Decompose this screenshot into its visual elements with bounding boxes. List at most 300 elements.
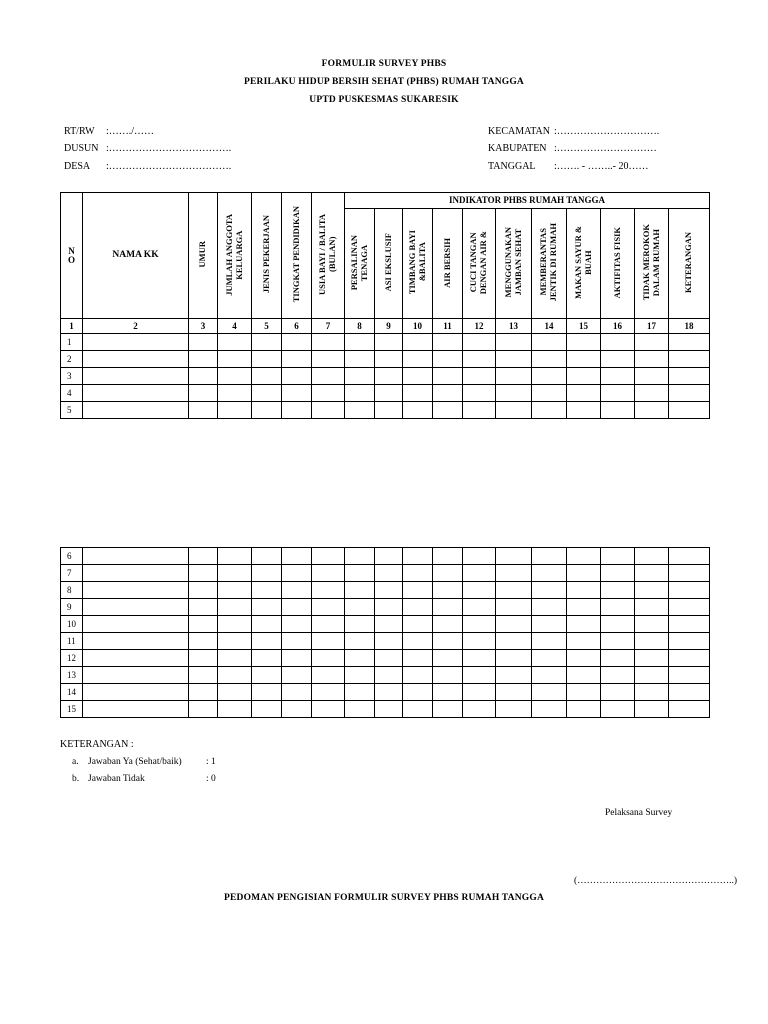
table-cell[interactable] (532, 548, 567, 565)
table-cell[interactable] (375, 667, 403, 684)
table-cell[interactable] (252, 684, 282, 701)
table-cell[interactable] (189, 650, 218, 667)
table-cell[interactable] (345, 701, 375, 718)
table-cell[interactable] (189, 599, 218, 616)
meta-kabupaten (488, 143, 657, 154)
table-cell[interactable] (635, 385, 669, 402)
table-cell[interactable] (83, 633, 189, 650)
row-number: 9 (61, 599, 83, 616)
table-cell[interactable] (669, 385, 710, 402)
table-cell[interactable] (218, 599, 252, 616)
table-cell[interactable] (403, 385, 433, 402)
table-cell[interactable] (669, 402, 710, 419)
table-cell[interactable] (345, 684, 375, 701)
table-cell[interactable] (252, 633, 282, 650)
table-cell[interactable] (218, 385, 252, 402)
table-cell[interactable] (635, 368, 669, 385)
column-number: 6 (282, 319, 312, 334)
table-cell[interactable] (282, 701, 312, 718)
table-cell[interactable] (433, 368, 463, 385)
table-cell[interactable] (433, 633, 463, 650)
column-number: 14 (532, 319, 567, 334)
table-cell[interactable] (345, 548, 375, 565)
table-cell[interactable] (375, 385, 403, 402)
table-cell[interactable] (312, 650, 345, 667)
header-col-12-label: CUCI TANGAN DENGAN AIR & (468, 230, 488, 295)
table-cell[interactable] (532, 402, 567, 419)
table-cell[interactable] (312, 351, 345, 368)
table-cell[interactable] (218, 633, 252, 650)
table-cell[interactable] (345, 599, 375, 616)
table-cell[interactable] (567, 667, 601, 684)
table-cell[interactable] (218, 402, 252, 419)
table-cell[interactable] (567, 385, 601, 402)
meta-desa-label: DESA (64, 161, 91, 172)
table-cell[interactable] (252, 368, 282, 385)
table-cell[interactable] (433, 385, 463, 402)
row-number: 10 (61, 616, 83, 633)
table-cell[interactable] (282, 565, 312, 582)
table-cell[interactable] (282, 582, 312, 599)
table-cell[interactable] (218, 334, 252, 351)
table-cell[interactable] (433, 351, 463, 368)
table-cell[interactable] (189, 351, 218, 368)
table-cell[interactable] (375, 701, 403, 718)
table-cell[interactable] (601, 351, 635, 368)
table-cell[interactable] (601, 582, 635, 599)
table-cell[interactable] (567, 548, 601, 565)
table-cell[interactable] (496, 565, 532, 582)
table-cell[interactable] (463, 684, 496, 701)
table-cell[interactable] (312, 616, 345, 633)
table-cell[interactable] (403, 599, 433, 616)
keterangan-value: : 1 (206, 757, 216, 767)
header-col-14 (532, 209, 567, 319)
table-cell[interactable] (463, 402, 496, 419)
meta-tanggal (488, 161, 649, 172)
table-cell[interactable] (252, 385, 282, 402)
table-cell[interactable] (403, 548, 433, 565)
table-cell[interactable] (375, 334, 403, 351)
table-cell[interactable] (601, 334, 635, 351)
table-cell[interactable] (83, 599, 189, 616)
table-cell[interactable] (403, 667, 433, 684)
table-cell[interactable] (463, 385, 496, 402)
table-cell[interactable] (463, 548, 496, 565)
table-cell[interactable] (375, 548, 403, 565)
table-cell[interactable] (496, 633, 532, 650)
table-cell[interactable] (496, 548, 532, 565)
table-cell[interactable] (635, 582, 669, 599)
table-cell[interactable] (83, 548, 189, 565)
meta-desa-value[interactable]: :………………………………. (106, 161, 232, 172)
header-col-10 (403, 209, 433, 319)
table-cell[interactable] (532, 351, 567, 368)
table-cell[interactable] (83, 684, 189, 701)
table-cell[interactable] (189, 565, 218, 582)
table-cell[interactable] (252, 565, 282, 582)
table-row (61, 368, 710, 385)
table-cell[interactable] (463, 334, 496, 351)
table-cell[interactable] (635, 599, 669, 616)
table-cell[interactable] (83, 582, 189, 599)
table-cell[interactable] (532, 385, 567, 402)
table-cell[interactable] (601, 650, 635, 667)
table-cell[interactable] (669, 633, 710, 650)
meta-kecamatan (488, 126, 660, 137)
table-cell[interactable] (669, 351, 710, 368)
table-cell[interactable] (567, 616, 601, 633)
table-cell[interactable] (282, 599, 312, 616)
table-cell[interactable] (403, 684, 433, 701)
table-cell[interactable] (312, 582, 345, 599)
row-number: 3 (61, 368, 83, 385)
header-col-15-label: MAKAN SAYUR & BUAH (572, 226, 593, 299)
table-cell[interactable] (567, 334, 601, 351)
table-cell[interactable] (252, 650, 282, 667)
table-cell[interactable] (83, 667, 189, 684)
table-cell[interactable] (635, 351, 669, 368)
table-cell[interactable] (312, 701, 345, 718)
table-cell[interactable] (312, 667, 345, 684)
table-cell[interactable] (345, 616, 375, 633)
table-cell[interactable] (669, 701, 710, 718)
table-cell[interactable] (83, 334, 189, 351)
row-number: 15 (61, 701, 83, 718)
table-cell[interactable] (601, 368, 635, 385)
column-number: 13 (496, 319, 532, 334)
meta-dusun-label: DUSUN (64, 143, 99, 154)
table-row (61, 599, 710, 616)
header-col-17 (635, 209, 669, 319)
header-col-17-label: TIDAK MEROKOK DALAM RUMAH (640, 224, 661, 301)
table-row (61, 402, 710, 419)
column-number: 12 (463, 319, 496, 334)
table-cell[interactable] (669, 650, 710, 667)
table-cell[interactable] (282, 368, 312, 385)
table-cell[interactable] (433, 667, 463, 684)
table-cell[interactable] (532, 368, 567, 385)
meta-rtrw-value[interactable]: :……./…… (106, 126, 155, 137)
table-cell[interactable] (83, 650, 189, 667)
table-cell[interactable] (567, 402, 601, 419)
table-cell[interactable] (532, 582, 567, 599)
table-cell[interactable] (567, 351, 601, 368)
table-cell[interactable] (403, 334, 433, 351)
table-cell[interactable] (189, 667, 218, 684)
table-cell[interactable] (463, 565, 496, 582)
table-cell[interactable] (189, 385, 218, 402)
table-cell[interactable] (635, 616, 669, 633)
keterangan-marker: b. (72, 774, 80, 784)
table-cell[interactable] (463, 701, 496, 718)
table-cell[interactable] (433, 565, 463, 582)
table-cell[interactable] (282, 334, 312, 351)
table-cell[interactable] (403, 368, 433, 385)
table-cell[interactable] (375, 582, 403, 599)
table-cell[interactable] (312, 368, 345, 385)
table-cell[interactable] (601, 633, 635, 650)
table-cell[interactable] (312, 684, 345, 701)
table-cell[interactable] (601, 385, 635, 402)
table-cell[interactable] (282, 650, 312, 667)
signature-line[interactable]: (…………………………………………..) (574, 876, 738, 886)
table-cell[interactable] (601, 684, 635, 701)
table-cell[interactable] (218, 616, 252, 633)
table-cell[interactable] (345, 633, 375, 650)
table-cell[interactable] (252, 616, 282, 633)
table-cell[interactable] (403, 650, 433, 667)
table-cell[interactable] (345, 334, 375, 351)
table-cell[interactable] (189, 402, 218, 419)
column-number: 4 (218, 319, 252, 334)
table-cell[interactable] (463, 667, 496, 684)
row-number: 6 (61, 548, 83, 565)
table-cell[interactable] (635, 684, 669, 701)
table-cell[interactable] (532, 616, 567, 633)
meta-tanggal-value[interactable]: :……. - ……..- 20…… (554, 161, 649, 172)
table-cell[interactable] (345, 650, 375, 667)
table-cell[interactable] (218, 650, 252, 667)
table-cell[interactable] (463, 616, 496, 633)
table-cell[interactable] (312, 633, 345, 650)
table-cell[interactable] (433, 334, 463, 351)
table-cell[interactable] (567, 701, 601, 718)
table-cell[interactable] (282, 616, 312, 633)
table-cell[interactable] (218, 684, 252, 701)
table-cell[interactable] (669, 565, 710, 582)
table-cell[interactable] (282, 351, 312, 368)
table-cell[interactable] (189, 616, 218, 633)
table-cell[interactable] (532, 701, 567, 718)
table-cell[interactable] (669, 616, 710, 633)
table-cell[interactable] (532, 667, 567, 684)
table-cell[interactable] (218, 667, 252, 684)
table-cell[interactable] (463, 368, 496, 385)
table-cell[interactable] (375, 616, 403, 633)
table-cell[interactable] (312, 402, 345, 419)
table-cell[interactable] (433, 701, 463, 718)
table-cell[interactable] (433, 402, 463, 419)
table-cell[interactable] (218, 368, 252, 385)
table-cell[interactable] (601, 599, 635, 616)
header-col-13 (496, 209, 532, 319)
table-cell[interactable] (189, 684, 218, 701)
column-number: 18 (669, 319, 710, 334)
table-cell[interactable] (567, 565, 601, 582)
table-cell[interactable] (532, 633, 567, 650)
table-cell[interactable] (601, 565, 635, 582)
table-cell[interactable] (635, 701, 669, 718)
table-cell[interactable] (345, 385, 375, 402)
table-cell[interactable] (312, 548, 345, 565)
table-cell[interactable] (189, 701, 218, 718)
table-cell[interactable] (532, 650, 567, 667)
meta-kecamatan-value[interactable]: :…………………………. (554, 126, 660, 137)
table-cell[interactable] (669, 667, 710, 684)
table-cell[interactable] (567, 650, 601, 667)
table-cell[interactable] (403, 582, 433, 599)
table-cell[interactable] (189, 334, 218, 351)
header-no (61, 193, 83, 319)
table-cell[interactable] (669, 684, 710, 701)
table-cell[interactable] (403, 351, 433, 368)
table-cell[interactable] (567, 633, 601, 650)
table-cell[interactable] (567, 599, 601, 616)
table-cell[interactable] (669, 548, 710, 565)
table-cell[interactable] (601, 616, 635, 633)
table-cell[interactable] (496, 599, 532, 616)
table-cell[interactable] (496, 684, 532, 701)
table-cell[interactable] (496, 402, 532, 419)
table-cell[interactable] (252, 582, 282, 599)
table-cell[interactable] (496, 351, 532, 368)
meta-dusun-value[interactable]: :………………………………. (106, 143, 232, 154)
table-cell[interactable] (282, 633, 312, 650)
table-cell[interactable] (375, 351, 403, 368)
table-cell[interactable] (252, 548, 282, 565)
table-cell[interactable] (403, 565, 433, 582)
table-cell[interactable] (567, 684, 601, 701)
table-cell[interactable] (218, 351, 252, 368)
table-cell[interactable] (218, 548, 252, 565)
table-cell[interactable] (496, 667, 532, 684)
table-cell[interactable] (635, 334, 669, 351)
meta-kabupaten-value[interactable]: :………………………… (554, 143, 657, 154)
table-cell[interactable] (312, 385, 345, 402)
table-cell[interactable] (403, 402, 433, 419)
table-cell[interactable] (252, 599, 282, 616)
table-row (61, 385, 710, 402)
table-cell[interactable] (601, 548, 635, 565)
table-cell[interactable] (463, 599, 496, 616)
table-cell[interactable] (345, 368, 375, 385)
table-cell[interactable] (83, 385, 189, 402)
table-cell[interactable] (567, 368, 601, 385)
table-cell[interactable] (345, 565, 375, 582)
table-cell[interactable] (375, 650, 403, 667)
meta-kabupaten-label: KABUPATEN (488, 143, 547, 154)
table-cell[interactable] (282, 402, 312, 419)
table-cell[interactable] (282, 684, 312, 701)
table-cell[interactable] (218, 582, 252, 599)
table-cell[interactable] (375, 599, 403, 616)
table-cell[interactable] (83, 368, 189, 385)
header-col-14-label: MEMBERANTAS JENTIK DI RUMAH (538, 223, 558, 302)
row-number: 7 (61, 565, 83, 582)
table-cell[interactable] (669, 599, 710, 616)
table-cell[interactable] (433, 650, 463, 667)
table-cell[interactable] (83, 565, 189, 582)
table-cell[interactable] (375, 368, 403, 385)
table-cell[interactable] (532, 599, 567, 616)
table-cell[interactable] (282, 548, 312, 565)
table-cell[interactable] (463, 650, 496, 667)
table-cell[interactable] (433, 548, 463, 565)
table-cell[interactable] (463, 633, 496, 650)
table-cell[interactable] (635, 667, 669, 684)
table-cell[interactable] (496, 701, 532, 718)
table-cell[interactable] (532, 334, 567, 351)
table-cell[interactable] (345, 351, 375, 368)
table-cell[interactable] (252, 351, 282, 368)
table-cell[interactable] (433, 599, 463, 616)
table-cell[interactable] (635, 633, 669, 650)
table-cell[interactable] (252, 334, 282, 351)
table-cell[interactable] (83, 701, 189, 718)
table-cell[interactable] (345, 402, 375, 419)
table-cell[interactable] (532, 684, 567, 701)
table-cell[interactable] (375, 684, 403, 701)
column-number: 8 (345, 319, 375, 334)
meta-desa (64, 161, 232, 172)
table-cell[interactable] (635, 402, 669, 419)
table-cell[interactable] (252, 667, 282, 684)
table-cell[interactable] (496, 650, 532, 667)
table-cell[interactable] (635, 548, 669, 565)
table-cell[interactable] (532, 565, 567, 582)
table-cell[interactable] (218, 565, 252, 582)
table-cell[interactable] (669, 368, 710, 385)
table-cell[interactable] (433, 582, 463, 599)
table-cell[interactable] (345, 582, 375, 599)
table-cell[interactable] (669, 334, 710, 351)
table-cell[interactable] (433, 616, 463, 633)
table-cell[interactable] (252, 701, 282, 718)
header-col-11-label: AIR BERSIH (441, 237, 452, 288)
table-cell[interactable] (496, 616, 532, 633)
table-cell[interactable] (282, 667, 312, 684)
table-cell[interactable] (189, 548, 218, 565)
table-cell[interactable] (375, 565, 403, 582)
table-cell[interactable] (375, 402, 403, 419)
table-cell[interactable] (601, 667, 635, 684)
table-cell[interactable] (312, 565, 345, 582)
table-cell[interactable] (218, 701, 252, 718)
table-cell[interactable] (403, 616, 433, 633)
table-cell[interactable] (496, 385, 532, 402)
table-cell[interactable] (375, 633, 403, 650)
table-cell[interactable] (496, 334, 532, 351)
table-cell[interactable] (567, 582, 601, 599)
table-cell[interactable] (496, 368, 532, 385)
table-cell[interactable] (496, 582, 532, 599)
table-cell[interactable] (189, 368, 218, 385)
table-cell[interactable] (635, 565, 669, 582)
table-cell[interactable] (83, 351, 189, 368)
table-cell[interactable] (403, 701, 433, 718)
table-cell[interactable] (463, 582, 496, 599)
table-cell[interactable] (312, 599, 345, 616)
table-cell[interactable] (345, 667, 375, 684)
table-cell[interactable] (669, 582, 710, 599)
table-cell[interactable] (189, 582, 218, 599)
table-cell[interactable] (83, 616, 189, 633)
table-cell[interactable] (403, 633, 433, 650)
table-cell[interactable] (252, 402, 282, 419)
table-cell[interactable] (282, 385, 312, 402)
table-cell[interactable] (601, 701, 635, 718)
table-cell[interactable] (433, 684, 463, 701)
table-cell[interactable] (601, 402, 635, 419)
table-cell[interactable] (463, 351, 496, 368)
header-col-11 (433, 209, 463, 319)
table-cell[interactable] (83, 402, 189, 419)
table-cell[interactable] (312, 334, 345, 351)
table-cell[interactable] (189, 633, 218, 650)
table-cell[interactable] (635, 650, 669, 667)
column-number: 7 (312, 319, 345, 334)
